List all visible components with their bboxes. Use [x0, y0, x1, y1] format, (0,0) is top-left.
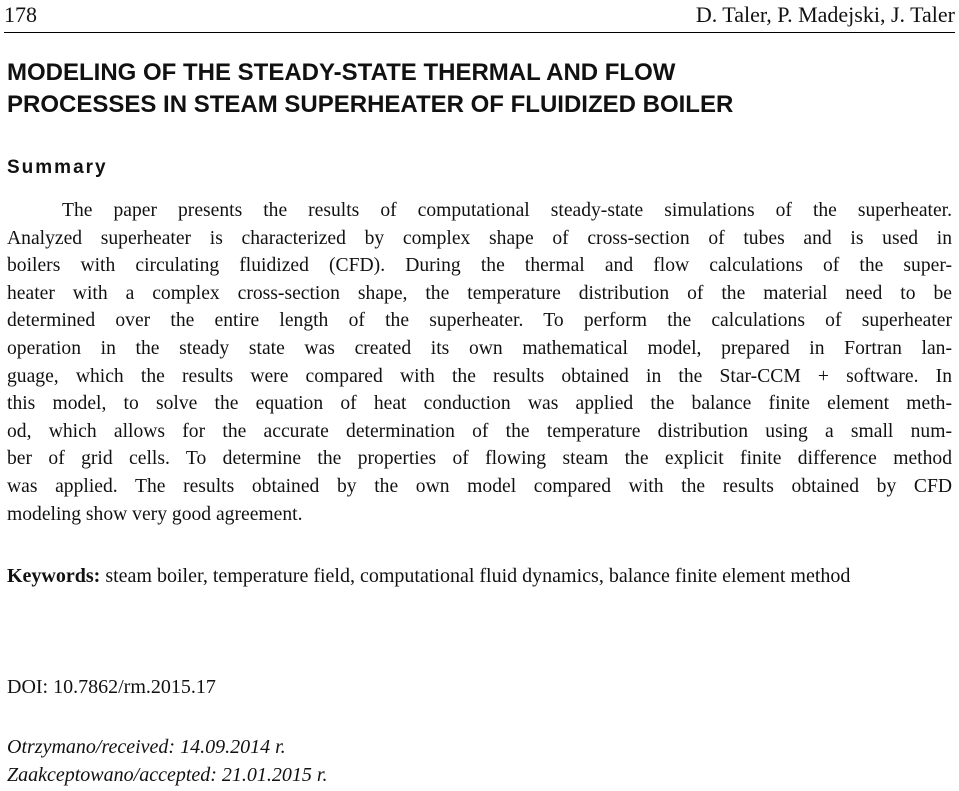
- keywords-text: steam boiler, temperature field, computational fluid dynamics, balance finite element method: [100, 565, 851, 587]
- abstract-line: Analyzed superheater is characterized by complex shape of cross-section of tubes and is used in: [7, 227, 952, 249]
- keywords: [7, 562, 952, 590]
- accepted-date: Zaakceptowano/accepted: 21.01.2015 r.: [7, 764, 328, 786]
- title-line-2: PROCESSES IN STEAM SUPERHEATER OF FLUIDIZED BOILER: [7, 91, 734, 118]
- abstract-line: The paper presents the results of computational steady-state simulations of the superheater.: [62, 200, 952, 221]
- title-line-1: MODELING OF THE STEADY-STATE THERMAL AND FLOW: [7, 59, 676, 86]
- keywords-label: Keywords:: [7, 565, 101, 587]
- abstract-line: was applied. The results obtained by the own model compared with the results obtained by CFD: [7, 475, 952, 497]
- running-head-authors: D. Taler, P. Madejski, J. Taler: [695, 2, 955, 27]
- received-date: Otrzymano/received: 14.09.2014 r.: [7, 736, 286, 758]
- abstract-line: this model, to solve the equation of heat conduction was applied the balance finite element meth-: [7, 393, 952, 415]
- abstract-line: boilers with circulating fluidized (CFD). During the thermal and flow calculations of the super-: [7, 255, 952, 277]
- abstract-line: guage, which the results were compared with the results obtained in the Star-CCM + software. In: [7, 365, 952, 387]
- abstract-line: od, which allows for the accurate determination of the temperature distribution using a small num-: [7, 420, 952, 442]
- abstract-line: determined over the entire length of the superheater. To perform the calculations of superheater: [7, 310, 952, 332]
- abstract-line: operation in the steady state was created its own mathematical model, prepared in Fortran lan-: [7, 337, 952, 359]
- running-header: [4, 0, 955, 33]
- abstract-line: modeling show very good agreement.: [7, 503, 303, 525]
- paper-title: [7, 57, 947, 121]
- doi: DOI: 10.7862/rm.2015.17: [7, 676, 216, 698]
- summary-heading: Summary: [7, 157, 108, 178]
- abstract-text: [7, 197, 952, 528]
- abstract-line: heater with a complex cross-section shape, the temperature distribution of the material need to be: [7, 282, 952, 304]
- abstract-line: ber of grid cells. To determine the properties of flowing steam the explicit finite difference method: [7, 448, 952, 470]
- page-number: 178: [4, 2, 37, 27]
